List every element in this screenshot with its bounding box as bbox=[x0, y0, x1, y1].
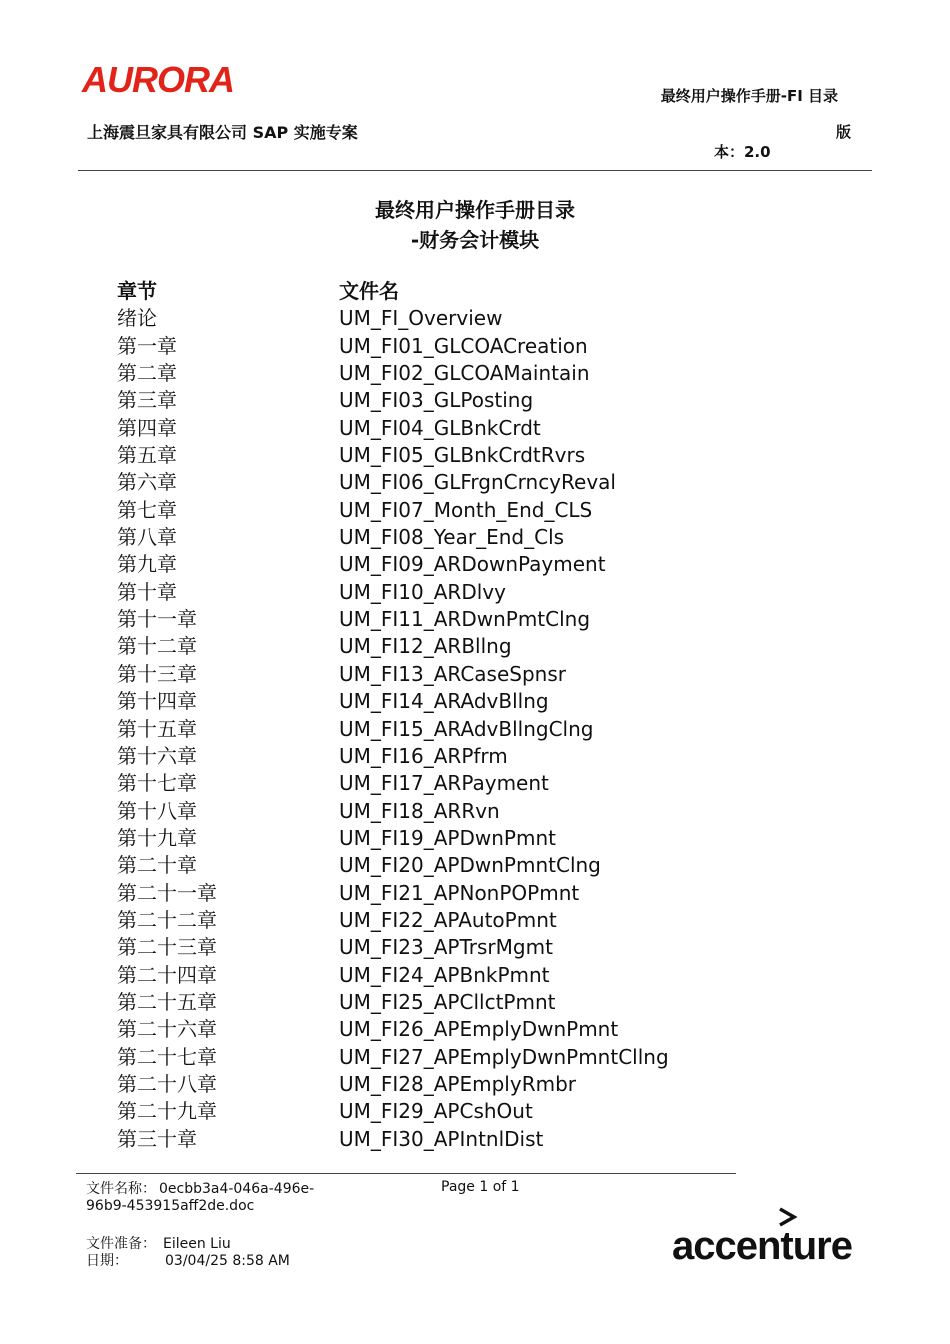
toc-chapter: 第三章 bbox=[117, 388, 177, 413]
toc-chapter: 第五章 bbox=[117, 443, 177, 468]
toc-filename: UM_FI27_APEmplyDwnPmntCllng bbox=[339, 1044, 669, 1069]
date-label: 日期： bbox=[86, 1253, 128, 1269]
toc-chapter: 第二十三章 bbox=[117, 935, 217, 960]
toc-filename: UM_FI05_GLBnkCrdtRvrs bbox=[339, 443, 586, 468]
accenture-logo-graphic bbox=[672, 1205, 862, 1265]
toc-chapter: 第十二章 bbox=[117, 634, 197, 659]
toc-chapter: 第二十二章 bbox=[117, 907, 217, 932]
file-name-value-continued: 96b9-453915aff2de.doc bbox=[86, 1198, 255, 1214]
toc-filename: UM_FI14_ARAdvBllng bbox=[339, 689, 549, 714]
toc-filename: UM_FI10_ARDlvy bbox=[339, 579, 506, 604]
date-value: 03/04/25 8:58 AM bbox=[165, 1253, 290, 1269]
toc-chapter: 第四章 bbox=[117, 415, 177, 440]
toc-filename: UM_FI07_Month_End_CLS bbox=[339, 497, 593, 522]
toc-chapter: 第六章 bbox=[117, 470, 177, 495]
toc-filename: UM_FI08_Year_End_Cls bbox=[339, 525, 565, 550]
toc-chapter: 第十九章 bbox=[117, 825, 197, 850]
toc-chapter: 第十六章 bbox=[117, 743, 197, 768]
prepared-by-label: 文件准备： bbox=[86, 1236, 156, 1252]
toc-filename: UM_FI17_ARPayment bbox=[339, 771, 549, 796]
toc-filename: UM_FI28_APEmplyRmbr bbox=[339, 1071, 576, 1096]
toc-chapter: 第十五章 bbox=[117, 716, 197, 741]
toc-filename: UM_FI04_GLBnkCrdt bbox=[339, 415, 541, 440]
toc-filename: UM_FI15_ARAdvBllngClng bbox=[339, 716, 594, 741]
toc-chapter: 第二十七章 bbox=[117, 1044, 217, 1069]
toc-filename: UM_FI09_ARDownPayment bbox=[339, 552, 606, 577]
aurora-logo: AURORA bbox=[82, 59, 234, 100]
toc-filename: UM_FI11_ARDwnPmtClng bbox=[339, 607, 591, 632]
toc-chapter: 第二十五章 bbox=[117, 989, 217, 1014]
accenture-logo bbox=[672, 1205, 862, 1265]
accenture-wordmark: accenture bbox=[672, 1224, 852, 1265]
toc-filename: UM_FI24_APBnkPmnt bbox=[339, 962, 550, 987]
prepared-by-value: Eileen Liu bbox=[163, 1236, 231, 1252]
toc-filename: UM_FI30_APIntnlDist bbox=[339, 1126, 544, 1151]
version-value: 本：2.0 bbox=[714, 143, 771, 161]
toc-chapter: 第二十章 bbox=[117, 853, 197, 878]
page-number: Page 1 of 1 bbox=[441, 1179, 520, 1195]
toc-filename: UM_FI29_APCshOut bbox=[339, 1099, 533, 1124]
toc-chapter: 第十四章 bbox=[117, 689, 197, 714]
toc-filename: UM_FI25_APCllctPmnt bbox=[339, 989, 556, 1014]
file-name-value: 0ecbb3a4-046a-496e- bbox=[159, 1181, 315, 1197]
toc-chapter: 第十七章 bbox=[117, 771, 197, 796]
toc-chapter: 第二十四章 bbox=[117, 962, 217, 987]
header-divider bbox=[78, 170, 872, 171]
toc-filename: UM_FI22_APAutoPmnt bbox=[339, 907, 557, 932]
toc-filename: UM_FI23_APTrsrMgmt bbox=[339, 935, 553, 960]
toc-chapter: 第二章 bbox=[117, 361, 177, 386]
version-label: 版 bbox=[836, 123, 852, 141]
toc-filename: UM_FI_Overview bbox=[339, 306, 503, 331]
toc-chapter: 第七章 bbox=[117, 497, 177, 522]
toc-chapter: 第二十一章 bbox=[117, 880, 217, 905]
toc-chapter: 绪论 bbox=[117, 306, 157, 331]
toc-chapter: 第一章 bbox=[117, 333, 177, 358]
footer-divider bbox=[76, 1173, 736, 1174]
toc-chapter: 第八章 bbox=[117, 525, 177, 550]
toc-header-filename: 文件名 bbox=[339, 279, 399, 303]
document-title: 最终用户操作手册目录 bbox=[375, 198, 575, 222]
toc-chapter: 第十三章 bbox=[117, 661, 197, 686]
toc-filename: UM_FI12_ARBllng bbox=[339, 634, 512, 659]
toc-header-chapter: 章节 bbox=[117, 279, 157, 303]
toc-filename: UM_FI26_APEmplyDwnPmnt bbox=[339, 1017, 619, 1042]
toc-filename: UM_FI20_APDwnPmntClng bbox=[339, 853, 601, 878]
document-subtitle: -财务会计模块 bbox=[410, 228, 540, 252]
toc-filename: UM_FI19_APDwnPmnt bbox=[339, 825, 556, 850]
toc-filename: UM_FI06_GLFrgnCrncyReval bbox=[339, 470, 616, 495]
toc-filename: UM_FI13_ARCaseSpnsr bbox=[339, 661, 566, 686]
toc-chapter: 第三十章 bbox=[117, 1126, 197, 1151]
toc-filename: UM_FI21_APNonPOPmnt bbox=[339, 880, 580, 905]
toc-filename: UM_FI02_GLCOAMaintain bbox=[339, 361, 590, 386]
toc-chapter: 第二十六章 bbox=[117, 1017, 217, 1042]
toc-chapter: 第二十九章 bbox=[117, 1099, 217, 1124]
company-project-title: 上海震旦家具有限公司 SAP 实施专案 bbox=[87, 123, 358, 142]
file-name-label: 文件名称： bbox=[86, 1181, 156, 1197]
toc-chapter: 第十八章 bbox=[117, 798, 197, 823]
toc-filename: UM_FI16_ARPfrm bbox=[339, 743, 508, 768]
doc-short-title: 最终用户操作手册-FI 目录 bbox=[660, 87, 838, 105]
toc-chapter: 第十章 bbox=[117, 579, 177, 604]
toc-chapter: 第十一章 bbox=[117, 607, 197, 632]
toc-chapter: 第九章 bbox=[117, 552, 177, 577]
toc-filename: UM_FI01_GLCOACreation bbox=[339, 333, 588, 358]
toc-filename: UM_FI03_GLPosting bbox=[339, 388, 534, 413]
toc-chapter: 第二十八章 bbox=[117, 1071, 217, 1096]
toc-filename: UM_FI18_ARRvn bbox=[339, 798, 500, 823]
